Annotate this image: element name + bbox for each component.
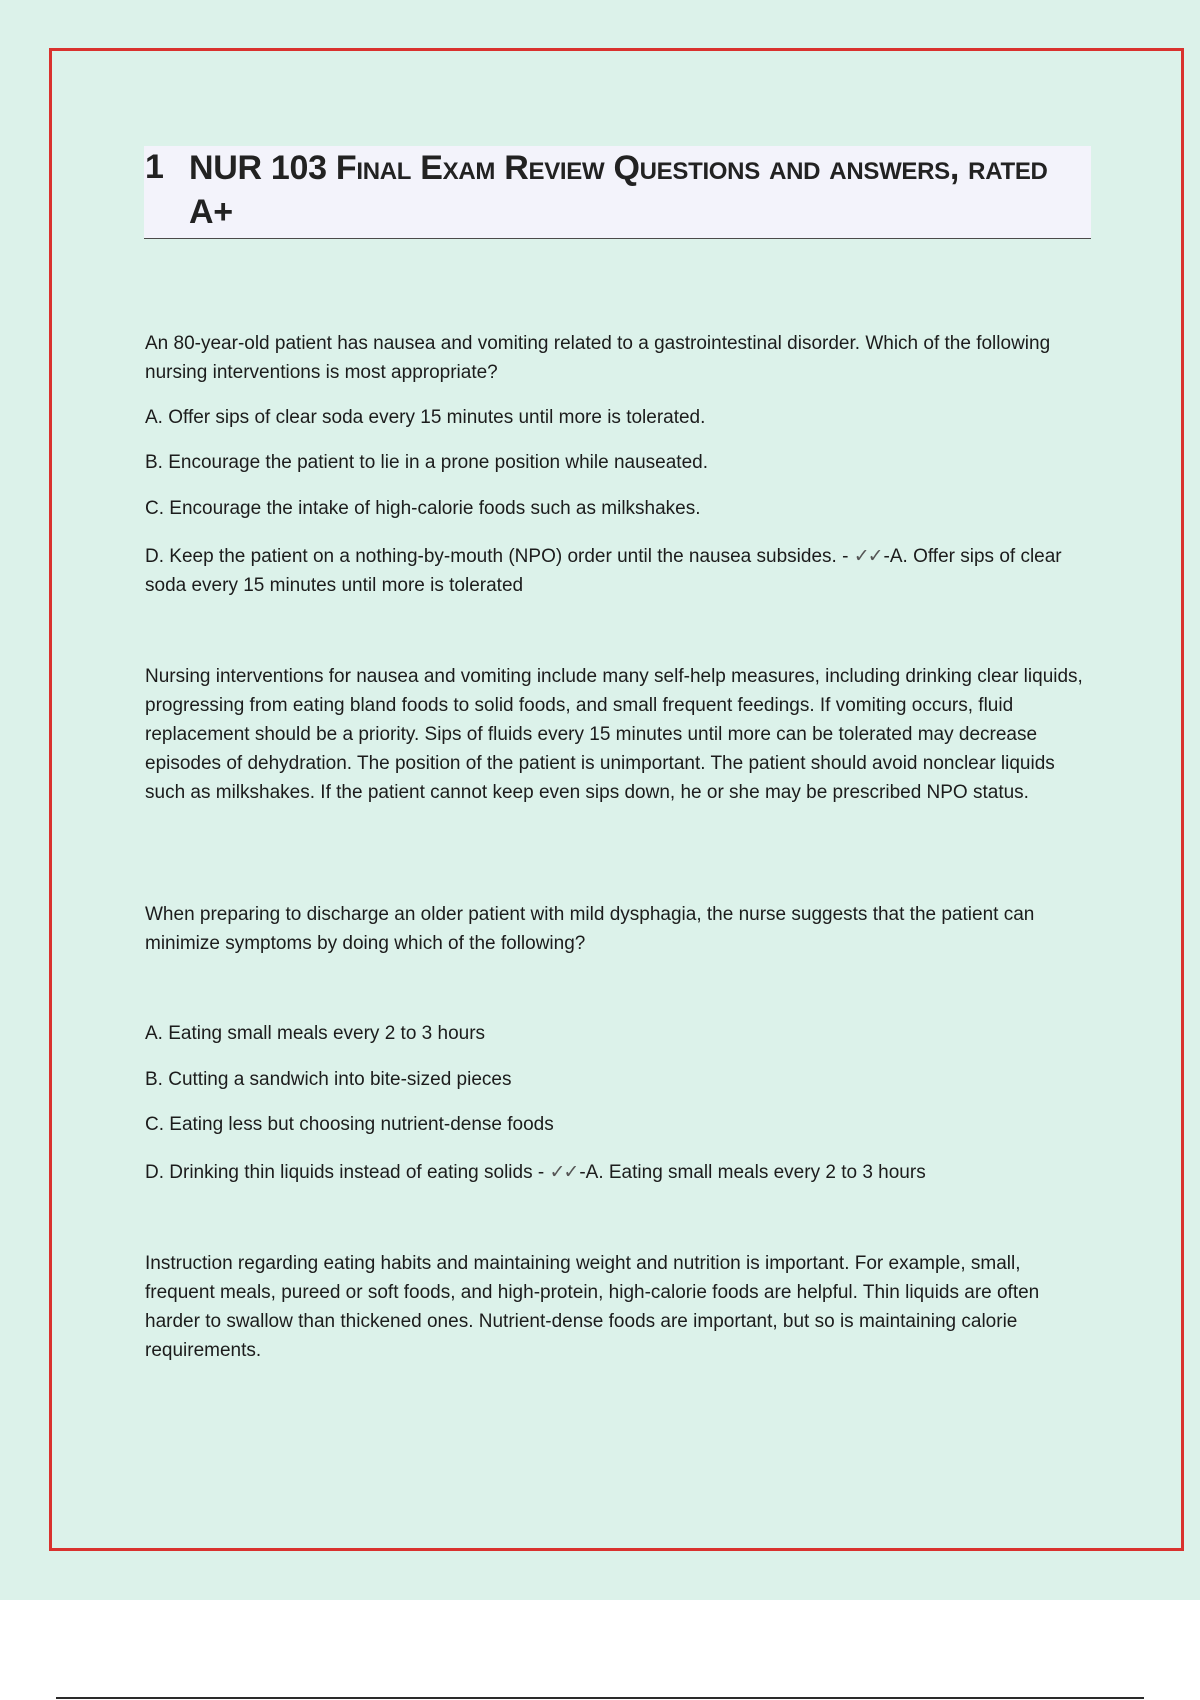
question-1-stem: An 80-year-old patient has nausea and vomiting related to a gastrointestinal disorder. Which of the following nursing interventions is most appropriate? (145, 333, 1051, 383)
question-1-option-a: A. Offer sips of clear soda every 15 minutes until more is tolerated. (145, 407, 706, 428)
section-number: 1 (145, 148, 164, 186)
question-2-answer: -A. Eating small meals every 2 to 3 hours (579, 1162, 926, 1183)
footer-divider (56, 1697, 1144, 1699)
question-1-rationale: Nursing interventions for nausea and vomiting include many self-help measures, including drinking clear liquids, progressing from eating bland foods to solid foods, and small frequent feedings. If vomiting occurs, fluid replacement should be a priority. Sips of fluids every 15 minutes until more can be tolerated may decrease episodes of dehydration. The position of the patient is unimportant. The patient should avoid nonclear liquids such as milkshakes. If the patient cannot keep even sips down, he or she may be prescribed NPO status. (145, 666, 1083, 803)
question-2-option-d-with-answer (145, 1158, 1105, 1187)
title-block (144, 146, 1091, 239)
double-check-icon: ✓✓ (853, 546, 882, 567)
question-1-option-b: B. Encourage the patient to lie in a prone position while nauseated. (145, 452, 708, 473)
question-1-option-d-with-answer (145, 542, 1095, 600)
double-check-icon: ✓✓ (549, 1162, 578, 1183)
question-1-answer: -A. Offer sips of clear soda every 15 minutes until more is tolerated (145, 546, 1062, 596)
question-2-option-a: A. Eating small meals every 2 to 3 hours (145, 1023, 486, 1044)
page-title: NUR 103 Final Exam Review Questions and answers, rated A+ (189, 149, 1048, 231)
question-2-option-b: B. Cutting a sandwich into bite-sized pieces (145, 1069, 512, 1090)
question-2-stem: When preparing to discharge an older patient with mild dysphagia, the nurse suggests that the patient can minimize symptoms by doing which of the following? (145, 904, 1035, 954)
question-1-option-c: C. Encourage the intake of high-calorie foods such as milkshakes. (145, 498, 701, 519)
question-2-option-c: C. Eating less but choosing nutrient-dense foods (145, 1114, 554, 1135)
question-1-option-d: D. Keep the patient on a nothing-by-mouth (NPO) order until the nausea subsides. - (145, 546, 854, 567)
question-2-rationale: Instruction regarding eating habits and maintaining weight and nutrition is important. For example, small, frequent meals, pureed or soft foods, and high-protein, high-calorie foods are helpful. Thin liquids are often harder to swallow than thickened ones. Nutrient-dense foods are important, but so is maintaining calorie requirements. (145, 1253, 1040, 1361)
question-2-option-d: D. Drinking thin liquids instead of eating solids - (145, 1162, 550, 1183)
